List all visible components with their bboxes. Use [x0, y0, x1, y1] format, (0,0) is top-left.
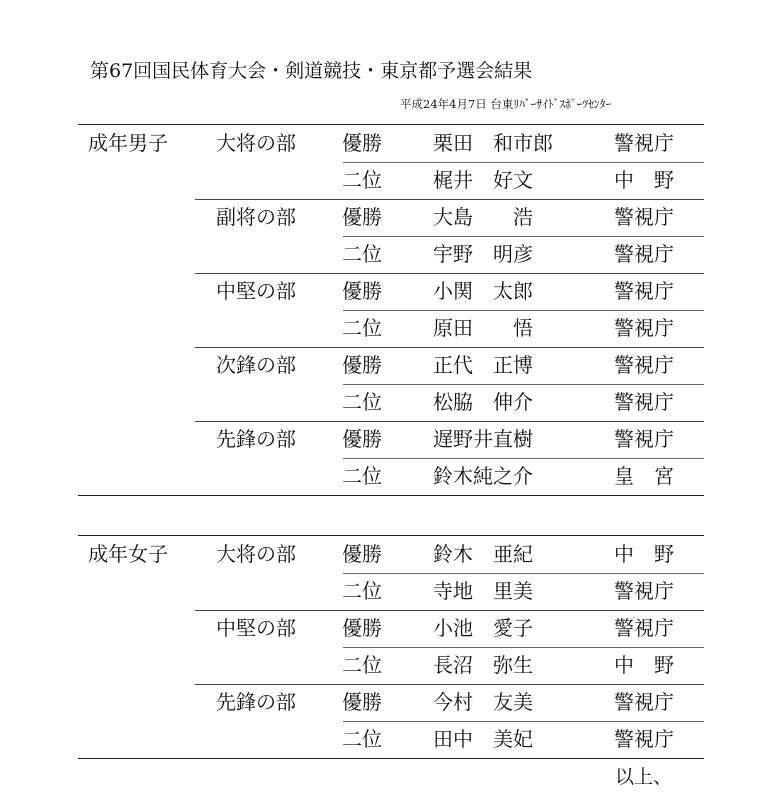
player-name: 田中 美妃 [433, 727, 533, 751]
team-name: 警視庁 [614, 316, 674, 340]
division-label: 次鋒の部 [216, 353, 296, 377]
player-name: 宇野 明彦 [433, 242, 533, 266]
player-name: 寺地 里美 [433, 579, 533, 603]
result-row [78, 721, 704, 758]
team-name: 警視庁 [614, 279, 674, 303]
player-name: 原田 悟 [433, 316, 533, 340]
result-row [78, 384, 704, 421]
team-name: 警視庁 [614, 353, 674, 377]
rank-label: 二位 [342, 579, 382, 603]
division-label: 大将の部 [216, 131, 296, 155]
player-name: 今村 友美 [433, 690, 533, 714]
result-row [78, 458, 704, 495]
rank-label: 二位 [342, 727, 382, 751]
result-row [78, 610, 704, 647]
result-row [78, 125, 704, 162]
team-name: 警視庁 [614, 131, 674, 155]
team-name: 警視庁 [614, 242, 674, 266]
team-name: 中 野 [614, 168, 674, 192]
rank-label: 優勝 [342, 131, 382, 155]
rank-label: 優勝 [342, 279, 382, 303]
division-label: 中堅の部 [216, 616, 296, 640]
team-name: 警視庁 [614, 579, 674, 603]
division-label: 大将の部 [216, 542, 296, 566]
team-name: 警視庁 [614, 690, 674, 714]
division-label: 先鋒の部 [216, 690, 296, 714]
results-table-men [78, 124, 704, 496]
category-label: 成年女子 [88, 542, 168, 566]
player-name: 正代 正博 [433, 353, 533, 377]
result-row [78, 162, 704, 199]
rank-label: 二位 [342, 653, 382, 677]
player-name: 鈴木純之介 [433, 464, 533, 488]
rank-label: 優勝 [342, 205, 382, 229]
rank-label: 優勝 [342, 427, 382, 451]
team-name: 警視庁 [614, 427, 674, 451]
team-name: 警視庁 [614, 390, 674, 414]
result-row [78, 347, 704, 384]
rank-label: 二位 [342, 464, 382, 488]
result-row [78, 647, 704, 684]
team-name: 中 野 [614, 653, 674, 677]
rank-label: 優勝 [342, 690, 382, 714]
player-name: 長沼 弥生 [433, 653, 533, 677]
result-row [78, 273, 704, 310]
team-name: 警視庁 [614, 616, 674, 640]
rank-label: 優勝 [342, 542, 382, 566]
team-name: 中 野 [614, 542, 674, 566]
division-label: 中堅の部 [216, 279, 296, 303]
division-label: 副将の部 [216, 205, 296, 229]
result-row [78, 310, 704, 347]
result-row [78, 573, 704, 610]
team-name: 警視庁 [614, 727, 674, 751]
category-label: 成年男子 [88, 131, 168, 155]
results-table-women [78, 535, 704, 759]
team-name: 警視庁 [614, 205, 674, 229]
player-name: 松脇 伸介 [433, 390, 533, 414]
result-row [78, 536, 704, 573]
player-name: 小関 太郎 [433, 279, 533, 303]
result-row [78, 199, 704, 236]
result-row [78, 684, 704, 721]
rank-label: 優勝 [342, 616, 382, 640]
player-name: 栗田 和市郎 [433, 131, 553, 155]
closing-text: 以上、 [615, 766, 673, 788]
team-name: 皇 宮 [614, 464, 674, 488]
date-venue: 平成24年4月7日 台東ﾘﾊﾞｰｻｲﾄﾞｽﾎﾟｰﾂｾﾝﾀｰ [400, 97, 612, 111]
player-name: 鈴木 亜紀 [433, 542, 533, 566]
player-name: 大島 浩 [433, 205, 533, 229]
rank-label: 二位 [342, 242, 382, 266]
document-title: 第67回国民体育大会・剣道競技・東京都予選会結果 [90, 60, 533, 82]
player-name: 梶井 好文 [433, 168, 533, 192]
rank-label: 二位 [342, 168, 382, 192]
result-row [78, 236, 704, 273]
rank-label: 優勝 [342, 353, 382, 377]
rank-label: 二位 [342, 316, 382, 340]
player-name: 小池 愛子 [433, 616, 533, 640]
player-name: 遅野井直樹 [433, 427, 533, 451]
result-row [78, 421, 704, 458]
division-label: 先鋒の部 [216, 427, 296, 451]
rank-label: 二位 [342, 390, 382, 414]
